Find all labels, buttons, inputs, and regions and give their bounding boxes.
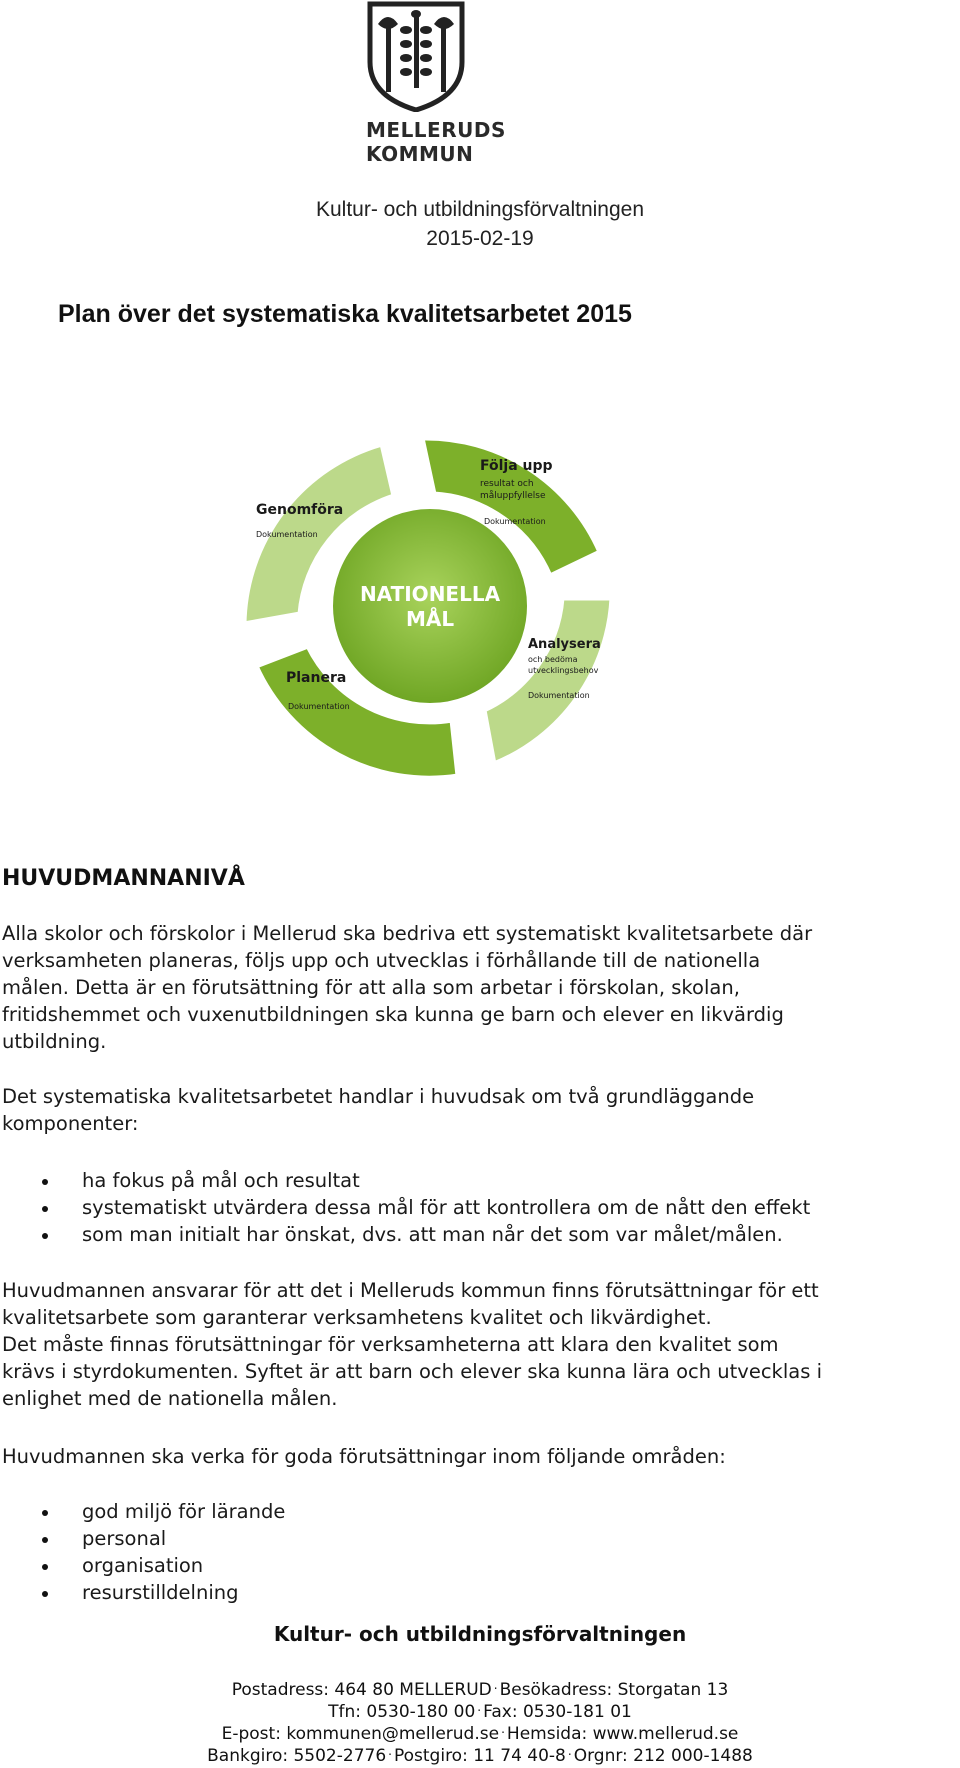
list-item: ha fokus på mål och resultat xyxy=(0,1167,955,1194)
paragraph-3 xyxy=(2,1277,957,1412)
paragraph-3-line: kvalitetsarbete som garanterar verksamhetens kvalitet och likvärdighet. xyxy=(2,1306,712,1329)
footer-separator: . xyxy=(477,1700,482,1714)
list-item: god miljö för lärande xyxy=(0,1498,955,1525)
step-analysera-sub1: och bedöma xyxy=(528,655,578,664)
step-genomfora-title: Genomföra xyxy=(256,502,344,518)
step-analysera-title: Analysera xyxy=(528,637,601,652)
components-list xyxy=(0,1167,955,1248)
center-label-2: MÅL xyxy=(405,607,455,631)
page-title: Plan över det systematiska kvalitetsarbetet 2015 xyxy=(58,300,632,328)
footer-phone: Tfn: 0530-180 00 xyxy=(328,1702,476,1722)
paragraph-3-line: Det måste finnas förutsättningar för verksamheterna att klara den kvalitet som xyxy=(2,1333,779,1356)
footer-postal-address: Postadress: 464 80 MELLERUD xyxy=(231,1680,492,1700)
municipality-logo xyxy=(366,0,506,175)
paragraph-2-line: Det systematiska kvalitetsarbetet handlar i huvudsak om två grundläggande xyxy=(2,1085,755,1108)
footer-separator: . xyxy=(501,1722,505,1736)
footer-email[interactable]: E-post: kommunen@mellerud.se xyxy=(221,1724,500,1744)
paragraph-3-line: Huvudmannen ansvarar för att det i Melleruds kommun finns förutsättningar för ett xyxy=(2,1279,819,1302)
list-item: resurstilldelning xyxy=(0,1579,955,1606)
footer-visit-address: Besökadress: Storgatan 13 xyxy=(499,1680,729,1700)
footer-organization: Kultur- och utbildningsförvaltningen xyxy=(273,1622,687,1646)
footer-postgiro: Postgiro: 11 74 40-8 xyxy=(393,1746,566,1766)
paragraph-3-line: enlighet med de nationella målen. xyxy=(2,1387,338,1410)
step-folja-upp-doc: Dokumentation xyxy=(484,517,546,526)
paragraph-4: Huvudmannen ska verka för goda förutsättningar inom följande områden: xyxy=(2,1445,726,1468)
paragraph-1-line: Alla skolor och förskolor i Mellerud ska bedriva ett systematiskt kvalitetsarbete där xyxy=(2,922,813,945)
paragraph-2-line: komponenter: xyxy=(2,1112,139,1135)
document-date: 2015-02-19 xyxy=(426,227,534,250)
footer-orgnr: Orgnr: 212 000-1488 xyxy=(573,1746,753,1766)
coat-of-arms-icon xyxy=(366,0,466,112)
footer-web-line xyxy=(0,1724,960,1744)
step-planera-doc: Dokumentation xyxy=(288,702,350,711)
step-analysera-doc: Dokumentation xyxy=(528,691,590,700)
paragraph-1 xyxy=(2,920,957,1055)
step-analysera-sub2: utvecklingsbehov xyxy=(528,666,599,675)
quality-cycle-diagram xyxy=(222,398,662,818)
center-circle xyxy=(330,506,530,706)
paragraph-1-line: fritidshemmet och vuxenutbildningen ska kunna ge barn och elever en likvärdig xyxy=(2,1003,784,1026)
footer-separator: . xyxy=(388,1744,392,1758)
step-planera-title: Planera xyxy=(286,670,347,686)
list-item: systematiskt utvärdera dessa mål för att kontrollera om de nått den effekt xyxy=(0,1194,955,1221)
footer-website[interactable]: Hemsida: www.mellerud.se xyxy=(506,1724,739,1744)
areas-list xyxy=(0,1498,955,1606)
list-item-continuation-text: som man initialt har önskat, dvs. att man når det som var målet/målen. xyxy=(82,1223,783,1246)
logo-name-line1: MELLERUDS xyxy=(366,118,506,142)
list-item: organisation xyxy=(0,1552,955,1579)
list-item-continuation xyxy=(0,1221,955,1248)
paragraph-3-line: krävs i styrdokumenten. Syftet är att barn och elever ska kunna lära och utvecklas i xyxy=(2,1360,822,1383)
department-name: Kultur- och utbildningsförvaltningen xyxy=(315,198,645,221)
footer-bankgiro: Bankgiro: 5502-2776 xyxy=(207,1746,387,1766)
paragraph-2 xyxy=(2,1083,957,1137)
section-heading: HUVUDMANNANIVÅ xyxy=(2,866,245,891)
paragraph-1-line: utbildning. xyxy=(2,1030,107,1053)
step-folja-upp-sub2: måluppfyllelse xyxy=(480,491,546,501)
paragraph-1-line: verksamheten planeras, följs upp och utvecklas i förhållande till de nationella xyxy=(2,949,761,972)
footer-separator: . xyxy=(493,1678,498,1692)
list-item: personal xyxy=(0,1525,955,1552)
footer-bank-line xyxy=(0,1746,960,1766)
center-label-1: NATIONELLA xyxy=(359,582,501,606)
footer-fax: Fax: 0530-181 01 xyxy=(483,1702,632,1722)
step-folja-upp-title: Följa upp xyxy=(480,458,553,474)
paragraph-1-line: målen. Detta är en förutsättning för att alla som arbetar i förskolan, skolan, xyxy=(2,976,740,999)
footer-phone-line xyxy=(0,1702,960,1722)
step-folja-upp-sub1: resultat och xyxy=(480,479,534,489)
footer-separator: . xyxy=(567,1744,572,1758)
logo-name-line2: KOMMUN xyxy=(366,142,474,166)
step-genomfora-doc: Dokumentation xyxy=(256,530,318,539)
footer-address-line xyxy=(0,1680,960,1700)
